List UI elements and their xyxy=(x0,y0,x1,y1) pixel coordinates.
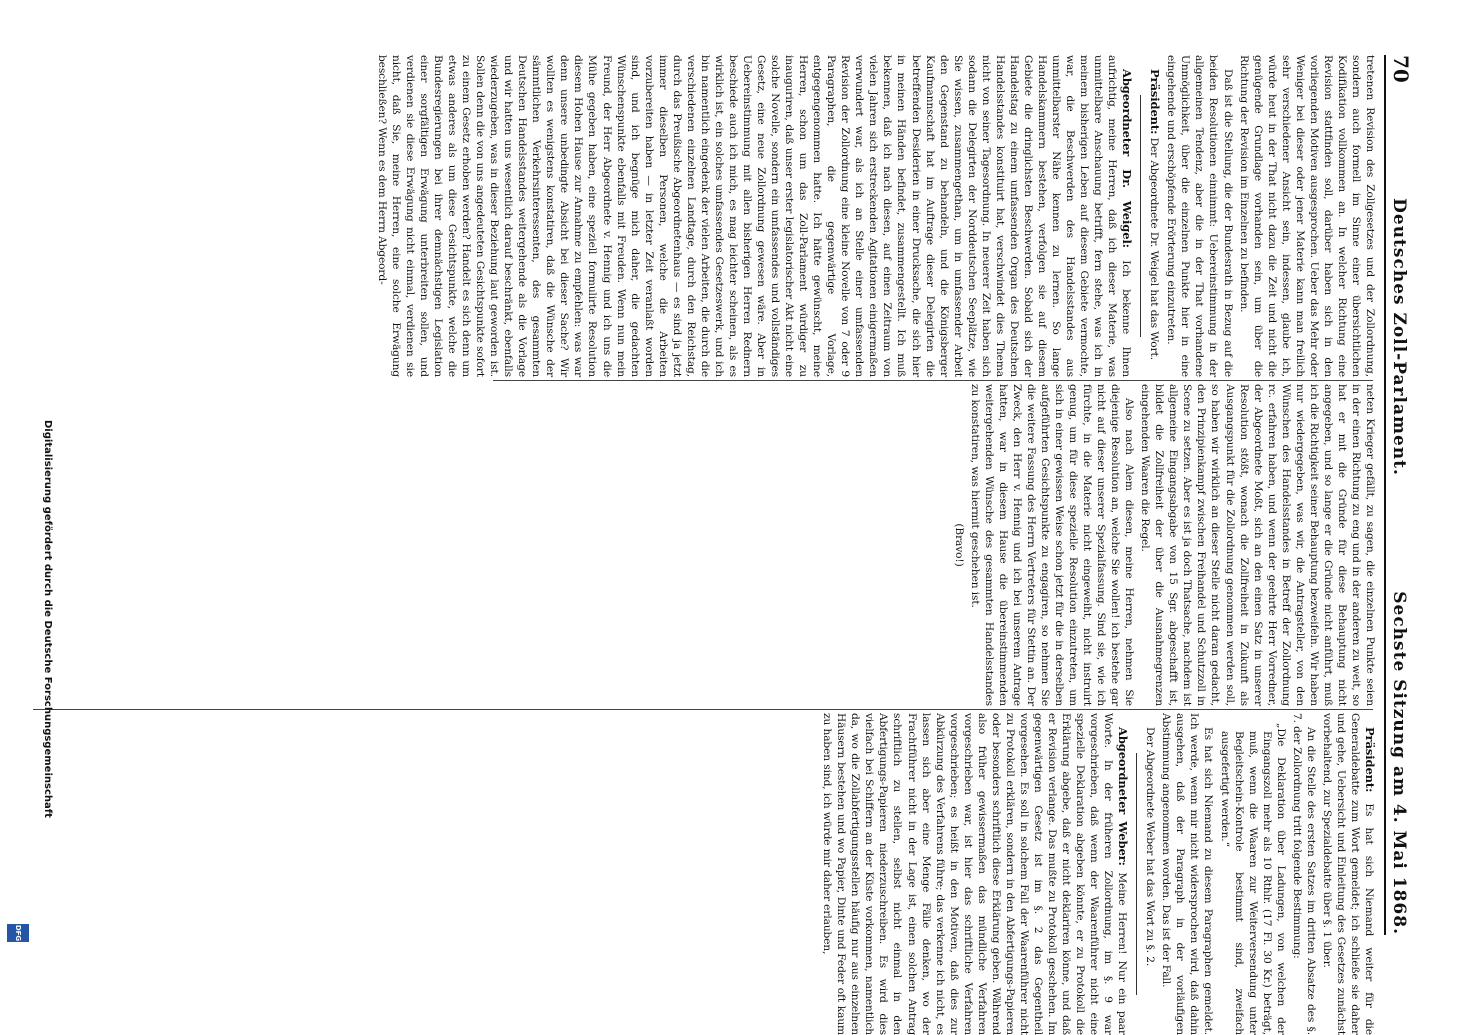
dfg-logo xyxy=(7,924,29,942)
paragraph: Also nach Alem diesen, meine Herren, nehmen Sie diejenige Resolution an, welche Sie wollen! ich bestehe gar nicht auf dieser unserer Spezialfassung. Sind sie, wie ich fürchte, in die Materie nicht eingeweiht, nicht instruirt genug, um für diese spezielle Resolution einzutreten, um sich in einer gewissen Weise schon jetzt für die in derselben aufgeführten Gesichtspunkte zu engagiren, so nehmen Sie die weitere Fassung des Herrn Vertreters für Stettin an. Der Zweck, den Herr v. Hennig und ich bei unserem Antrage hatten, war in diesem Hause die übereinstimmenden weitergehenden Wünsche des gesammten Handelsstandes zu konstatiren, was hiermit geschehen ist. xyxy=(968,384,1136,706)
paragraph: neten Krieger gefällt, zu sagen, die einzelnen Punkte seien in der einen Richtung zu eng und in der anderen zu weit, so hat er mit die Gründe für diese Behauptung nicht angegeben, und so lange er die Gründe nicht anführt, muß ich die Richtigkeit seiner Behauptung bezweifeln. Wir haben nur wiedergegeben, was wir, die Antragsteller, von den Wünschen des Handelsstandes in Betreff der Zollordnung rc. erfahren haben, und wenn der geehrte Herr Vorredner, der Abgeordnete Moßt, sich an den einen Satz in unserer Resolution stößt, wonach die Zollfreiheit in Zukunft als Ausgangspunkt für die Zollordnung genommen werden soll, so haben wir wirklich an dieser Stelle nicht daran gedacht, den Prinzipienkampf zwischen Freihandel und Schutzzoll in Scene zu setzen. Aber es ist ja doch Thatsache, nachdem ist allgemeine Eingangsabgabe von 15 Sgr. abgeschafft ist, bildet die Zollfreiheit der über die Ausnahmegrenzen eingehenden Waaren die Regel. xyxy=(1139,384,1376,706)
page-header xyxy=(1384,55,1423,935)
column-divider xyxy=(493,380,1373,381)
paragraph: Daß ist die Stellung, die der Bundesrath in Bezug auf die beiden Resolutionen einnimmt: Uebereinstimmung in der allgemeinen Tendenz, aber die in der That vorhandene Unmöglichkeit, über die einzelnen Punkte hier in eine eingehende und erschöpfende Erörterung einzutreten. xyxy=(1165,55,1234,377)
header-left-title: Deutsches Zoll-Parlament. xyxy=(1389,198,1409,476)
paragraph: Ich bekenne Ihnen aufrichtig, meine Herren, daß ich dieser Materie, was unmittelbare Anschauung betrifft, fern stehe, was ich in meinem bisherigen Leben auf diesem Gebiete vermochte, war, die Beschwerden des Handelsstandes aus unmittelbarster Nähe kennen zu lernen. So lange Handelskammern bestehen, verfolgen sie auf diesem Gebiete die dringlichsten Beschwerden. Sobald sich der Handelstag zu einem umfassenden Organ des Deutschen Handelsstandes konstituirt hat, verschwindet dies Thema nicht von seiner Tagesordnung. In neuerer Zeit haben sich sodann die Delegirten der Norddeutschen Seeplätze, wie Sie wissen, zusammengethan, um in umfassender Arbeit den Gegenstand zu behandeln, und die Königsberger Kaufmannschaft hat im Auftrage dieser Delegirten die betreffenden Desiderien in einer Drucksache, die sich hier in meinen Händen befindet, zusammengestellt. Ich muß bekennen, daß ich nach diesen, auf einen Zeitraum von vielen Jahren sich erstreckenden Agitationen einigermaßen verwundert war, als ich an Stelle einer umfassenden Revision der Zollordnung eine kleine Novelle von 7 oder 9 Paragraphen, die gegenwärtige Vorlage, entgegengenommen hatte. Ich hätte gewünscht, meine Herren, schon um das Zoll-Parlament würdiger zu inauguriren, daß unser erster legislatorischer Akt nicht eine solche Novelle, sondern ein umfassendes und vollständiges Gesetz, eine neue Zollordnung gewesen wäre. Aber in Uebereinstimmung mit allen bisherigen Herren Rednern beschiede auch ich mich, es mag leichter scheinen, als es wirklich ist, ein solches umfassendes Gesetzeswerk, und ich bin namentlich eingedenk der vielen Arbeiten, die durch die verschiedenen einzelnen Landtage, durch den Reichstag, durch das Preußische Abgeordnetenhaus — es sind ja jetzt immer dieselben Personen, welche die Arbeiten vorzubereiten haben — in letzter Zeit veranlaßt worden sind, und ich begnüge mich daher, die gedachten Wünschenspunkte ebenfalls mit Freuden. Wenn nun mein Freund, der Herr Abgeordnete v. Hennig und ich uns die Mühe gegeben haben, eine speziell formulirte Resolution diesem Hohen Hause zur Annahme zu empfehlen: was war denn unsere unbedingte Absicht bei dieser Sache? Wir wollten es wenigstens konstatiren, daß die Wünsche der sämmtlichen Verkehrsinteressenten, des gesammten Deutschen Handelsstandes weitergehende als die Vorlage und wir hatten uns wesentlich darauf beschränkt, ebenfalls wiederzugeben, was in dieser Beziehung laut geworden ist. Sollen denn die von uns angedeuteten Gesichtspunkte sofort zu einem Gesetz erhoben werden? Handelt es sich denn um etwas anderes als um diese Gesichtspunkte, welche die Bundesregierungen bei ihrer demnächstigen Legislation einer sorgfältigen Erwägung unterbreiten sollen, und verdienen sie diese Erwägung nicht einmal, verdienen sie nicht, daß Sie, meine Herren, eine solche Erwägung beschließen? Wenn es dem Herrn Abgeord- xyxy=(375,55,1133,377)
text-column-1 xyxy=(373,55,1377,377)
applause-note: (Bravo!) xyxy=(952,523,965,567)
text-column-3 xyxy=(818,713,1377,1035)
logo-text: DFG xyxy=(14,924,22,942)
digitization-note: Digitalisierung gefördert durch die Deutsche Forschungsgemeinschaft xyxy=(42,420,53,818)
speaker-name: Präsident: xyxy=(1363,727,1377,793)
paragraph: Meine Herren! Nur ein paar Worte. In der früheren Zollordnung, im §. 9 war vorgeschrieben, daß wenn der Waarenführer nicht eine spezielle Deklaration abgeben könnte, er zu Protokoll die Erklärung abgebe, daß er nicht deklariren könne, und daß er Revision verlange. Das mußte zu Protokoll geschehen. Im gegenwärtigen Gesetz ist im §. 2 das Gegentheil vorgesehen. Es soll in solchem Fall der Waarenführer nicht zu Protokoll erklären, sondern in den Abfertigungs-Papieren oder besonders schriftlich diese Erklärung geben. Während also früher gewissermaßen das mündliche Verfahren vorgeschrieben war, ist hier das schriftliche Verfahren vorgeschrieben; es heißt in den Motiven, daß dies zur Abkürzung des Verfahrens führe; das verkenne ich nicht, es lassen sich aber eine Menge Fälle denken, wo der Frachtführer nicht in der Lage ist, einen solchen Antrag schriftlich zu stellen, selbst nicht einmal in den Abfertigungs-Papieren niederzuschreiben. Es wird dies vielfach bei Schiffern an der Küste vorkommen, namentlich da, wo die Zollabfertigungsstellen häufig nur aus einzelnen Häusern bestehen und wo Papier, Dinte und Feder oft kaum zu haben sind, ich würde mir daher erlauben, xyxy=(821,713,1129,1035)
paragraph: Der Abgeordnete Dr. Weigel hat das Wort. xyxy=(1148,137,1161,360)
separator-rule xyxy=(1140,95,1141,337)
header-right-title: Sechste Sitzung am 4. Mai 1868. xyxy=(1389,591,1409,935)
paragraph: Es hat sich Niemand weiter für die Generaldebatte zum Wort gemeldet; ich schließe sie daher und gehe, Uebersicht und Einleitung des Gesetzes zunächst vorbehaltend, zur Spezialdebatte über §. 1 über. xyxy=(1320,713,1375,1035)
text-column-2 xyxy=(950,384,1377,706)
speaker-name: Präsident: xyxy=(1148,69,1163,135)
paragraph: An die Stelle des ersten Satzes im dritten Absatze des §. 7. der Zollordnung tritt folgende Bestimmung: xyxy=(1290,713,1317,1035)
paragraph: Der Abgeordnete Weber hat das Wort zu §. 2. xyxy=(1144,727,1157,967)
speaker-name: Abgeordneter Weber: xyxy=(1116,727,1131,866)
page-number: 70 xyxy=(1389,55,1413,83)
separator-rule xyxy=(1136,753,1137,995)
paragraph: Es hat sich Niemand zu diesem Paragraphen gemeldet. Ich werde, wenn mir nicht widersprochen wird, daß dahin ausgehen, daß der Paragraph in der vorläufigen Abstimmung angenommen worden. Das ist der Fall. xyxy=(1160,713,1215,1035)
column-divider xyxy=(33,709,1373,710)
quoted-provision: „Die Deklaration über Ladungen, von welchen der Eingangszoll mehr als 10 Rthlr. (17 Fl. 30 Kr.) beträgt, muß, wenn die Waaren zur Weiterversendung unter Begleitschein-Kontrole bestimmt sind, zweifach ausgefertigt werden.“ xyxy=(1218,723,1287,1035)
paragraph: tretenen Revision des Zollgesetzes und der Zollordnung, sondern auch formell im Sinne einer übersichtlichen Kodifikation vollkommen an. In welcher Richtung eine Revision stattfinden soll, darüber haben sich in den vorliegenden Motiven ausgesprochen. Ueber das Mehr oder Weniger bei dieser oder jener Materie kann man freilich sehr verschiedener Ansicht sein, indessen, glaube ich, würde heut in der That nicht dazu die Zeit und nicht die genügende Grundlage vorhanden sein, um über die Richtung der Revision im Einzelnen zu befinden. xyxy=(1237,55,1376,377)
speaker-name: Abgeordneter Dr. Weigel: xyxy=(1120,69,1135,248)
